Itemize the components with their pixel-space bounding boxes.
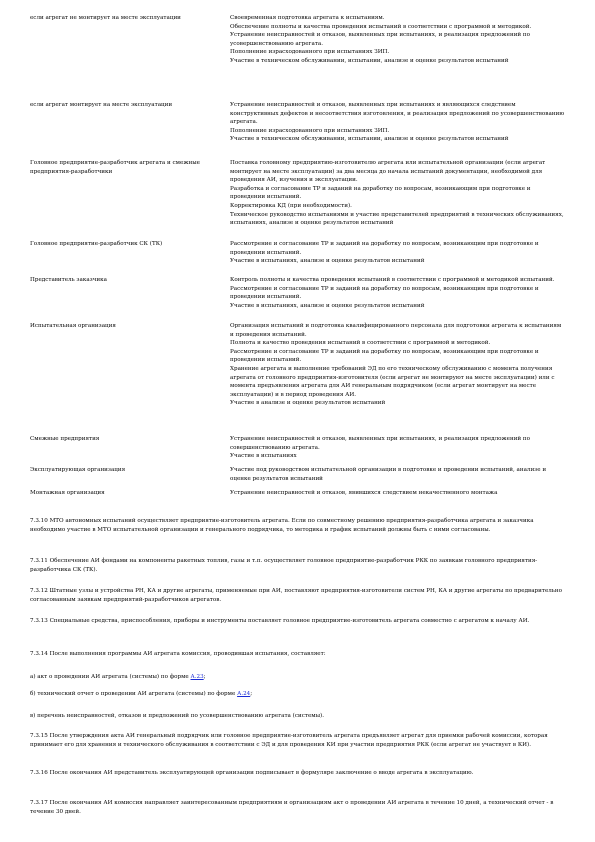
table-row	[30, 101, 565, 144]
table-row	[30, 159, 565, 228]
duty-item: Обеспечение полноты и качества проведения испытаний в соответствии с программой и методикой.	[230, 23, 532, 30]
paragraph-tail: ;	[203, 674, 206, 680]
paragraph-tail: ;	[250, 691, 253, 697]
duties-cell	[230, 322, 565, 408]
paragraph	[30, 712, 565, 721]
paragraph-text: 7.3.14 После выполнения программы АИ агрегата комиссия, проводившая испытания, составляет:	[30, 651, 326, 657]
duties-cell	[230, 435, 565, 461]
duty-item: Участие в испытаниях	[230, 453, 297, 460]
paragraph-text: 7.3.10 МТО автономных испытаний осуществляет предприятие-изготовитель агрегата. Если по совместному решению предприятия-разработчика агрегата и заказчика необходимо участие в МТО испытательной организации и генерального подрядчика, то методика и график испытаний должны быть с ними согласованы.	[30, 518, 534, 533]
role-cell: Монтажная организация	[30, 490, 105, 496]
duty-item: Устранение неисправностей и отказов, явившихся следствием некачественного монтажа	[230, 490, 498, 496]
paragraph-text: 7.3.16 После окончания АИ представитель эксплуатирующей организации подписывает в формуляре заключение о вводе агрегата в эксплуатацию.	[30, 770, 474, 776]
duty-item: Участие в испытаниях, анализе и оценке результатов испытаний	[230, 258, 425, 265]
duties-cell	[230, 240, 565, 266]
paragraph	[30, 799, 565, 816]
paragraph	[30, 517, 565, 534]
table-row	[30, 435, 565, 461]
paragraph	[30, 732, 565, 749]
form-link[interactable]: А.24	[237, 691, 251, 697]
role-cell: Эксплуатирующая организация	[30, 467, 126, 473]
duty-item: Рассмотрение и согласование ТР и заданий на доработку по вопросам, возникающим при подготовке и проведении испытаний.	[230, 348, 539, 364]
duty-item: Участие в техническом обслуживании, испытании, анализе и оценке результатов испытаний	[230, 136, 509, 143]
duty-item: Разработка и согласование ТР и заданий на доработку по вопросам, возникающим при подготовке и проведении испытаний.	[230, 185, 531, 201]
table-row	[30, 276, 565, 310]
paragraph	[30, 650, 565, 659]
role-cell: Головное предприятие-разработчик СК (ТК)	[30, 241, 163, 247]
role-cell: Головное предприятие-разработчик агрегата и смежные предприятия-разработчики	[30, 160, 200, 175]
role-cell: Смежные предприятия	[30, 436, 100, 442]
paragraph-text: 7.3.13 Специальные средства, приспособления, приборы и инструменты поставляет головное предприятие-изготовитель агрегата совместно с агрегатом к началу АИ.	[30, 618, 530, 624]
table-row	[30, 489, 565, 498]
paragraph-text: б) технический отчет о проведении АИ агрегата (системы) по форме	[30, 691, 238, 697]
table-row	[30, 14, 565, 66]
role-cell: если агрегат не монтирует на месте эксплуатации	[30, 15, 181, 21]
duty-item: Устранение неисправностей и отказов, выявленных при испытаниях, и реализация предложений по усовершенствованию агрегата.	[230, 32, 531, 47]
table-row	[30, 466, 565, 483]
paragraph	[30, 673, 565, 682]
paragraph-text: 7.3.15 После утверждения акта АИ генеральный подрядчик или головное предприятие-изготовитель агрегата предъявляет агрегат для приемки рабочей комиссии, которая принимает его для хранения и технического обслуживания в соответствии с ЭД и для проведения КИ при участии предприятия РКК (если агрегат не участвует в КИ).	[30, 733, 548, 748]
duty-item: Рассмотрение и согласование ТР и заданий на доработку по вопросам, возникающим при подготовке и проведении испытаний.	[230, 241, 539, 256]
paragraph	[30, 617, 565, 626]
duties-cell	[230, 159, 565, 228]
paragraph	[30, 587, 565, 604]
duty-item: Хранение агрегата и выполнение требований ЭД по его техническому обслуживанию с момента получения агрегата от головного предприятия-изготовителя (если агрегат не монтируют на месте эксплуатации) или с момента предъявления агрегата для АИ генеральным подрядчиком (если агрегат монтирует на месте эксплуатации) и в период проведения АИ.	[230, 365, 555, 398]
duty-item: Участие под руководством испытательной организации в подготовке и проведении испытаний, анализе и оценке результатов испытаний	[230, 467, 547, 482]
duty-item: Техническое руководство испытаниями и участие представителей предприятий в технических обслуживаниях, испытаниях, анализе и оценке результатов испытаний	[230, 211, 564, 227]
role-cell: Испытательная организация	[30, 323, 116, 329]
duties-cell	[230, 466, 565, 483]
table-row	[30, 240, 565, 266]
duty-item: Участие в испытаниях, анализе и оценке результатов испытаний	[230, 302, 425, 309]
duty-item: Рассмотрение и согласование ТР и заданий на доработку по вопросам, возникающим при подготовке и проведении испытаний.	[230, 285, 539, 301]
duties-cell	[230, 276, 565, 310]
duty-item: Полнота и качество проведения испытаний в соответствии с программой и методикой.	[230, 340, 491, 347]
duties-cell	[230, 489, 565, 498]
role-cell: Представитель заказчика	[30, 277, 107, 283]
paragraph	[30, 690, 565, 699]
role-cell: если агрегат монтирует на месте эксплуатации	[30, 102, 173, 108]
duty-item: Пополнение израсходованного при испытаниях ЗИП.	[230, 127, 390, 134]
duty-item: Устранение неисправностей и отказов, выявленных при испытаниях и являющихся следствием конструктивных дефектов и несоответствия изготовления, и реализация предложений по усовершенствованию агрегата.	[230, 102, 565, 126]
duty-item: Устранение неисправностей и отказов, выявленных при испытаниях, и реализация предложений по совершенствованию агрегата.	[230, 436, 531, 451]
duties-cell	[230, 14, 565, 66]
paragraph-text: а) акт о проведении АИ агрегата (системы) по форме	[30, 674, 191, 680]
duty-item: Контроль полноты и качества проведения испытаний в соответствии с программой и методикой испытаний.	[230, 277, 555, 283]
duty-item: Корректировка КД (при необходимости).	[230, 202, 352, 209]
form-link[interactable]: А.23	[190, 674, 204, 680]
duty-item: Своевременная подготовка агрегата к испытаниям.	[230, 15, 385, 21]
paragraph-text: в) перечень неисправностей, отказов и предложений по усовершенствованию агрегата (системы).	[30, 713, 325, 719]
duty-item: Участие в техническом обслуживании, испытании, анализе и оценке результатов испытаний	[230, 57, 509, 64]
paragraph-text: 7.3.12 Штатные узлы и устройства РН, КА и другие агрегаты, применяемые при АИ, поставляют предприятия-изготовители систем РН, КА и другие агрегаты по предварительно согласованным заявкам предприятий-разработчиков агрегатов.	[30, 588, 562, 603]
paragraph-text: 7.3.17 После окончания АИ комиссия направляет заинтересованным предприятиям и организациям акт о проведении АИ агрегата в течение 10 дней, а технический отчет - в течение 30 дней.	[30, 800, 554, 815]
duty-item: Поставка головному предприятию-изготовителю агрегата или испытательной организации (если агрегат монтирует на месте эксплуатации) за два месяца до начала испытаний документации, необходимой для проведения АИ, изучения и эксплуатации.	[230, 160, 546, 184]
paragraph	[30, 769, 565, 778]
table-row	[30, 322, 565, 408]
duty-item: Организация испытаний и подготовка квалифицированного персонала для подготовки агрегата к испытаниям и проведения испытаний.	[230, 323, 562, 338]
paragraph	[30, 557, 565, 574]
duty-item: Пополнение израсходованного при испытаниях ЗИП.	[230, 49, 390, 56]
duty-item: Участие в анализе и оценке результатов испытаний	[230, 400, 386, 407]
paragraph-text: 7.3.11 Обеспечение АИ фондами на компоненты ракетных топлив, газы и т.п. осуществляет головное предприятие-разработчик РКК по заявкам головного предприятия-разработчика СК (ТК).	[30, 558, 538, 573]
duties-cell	[230, 101, 565, 144]
